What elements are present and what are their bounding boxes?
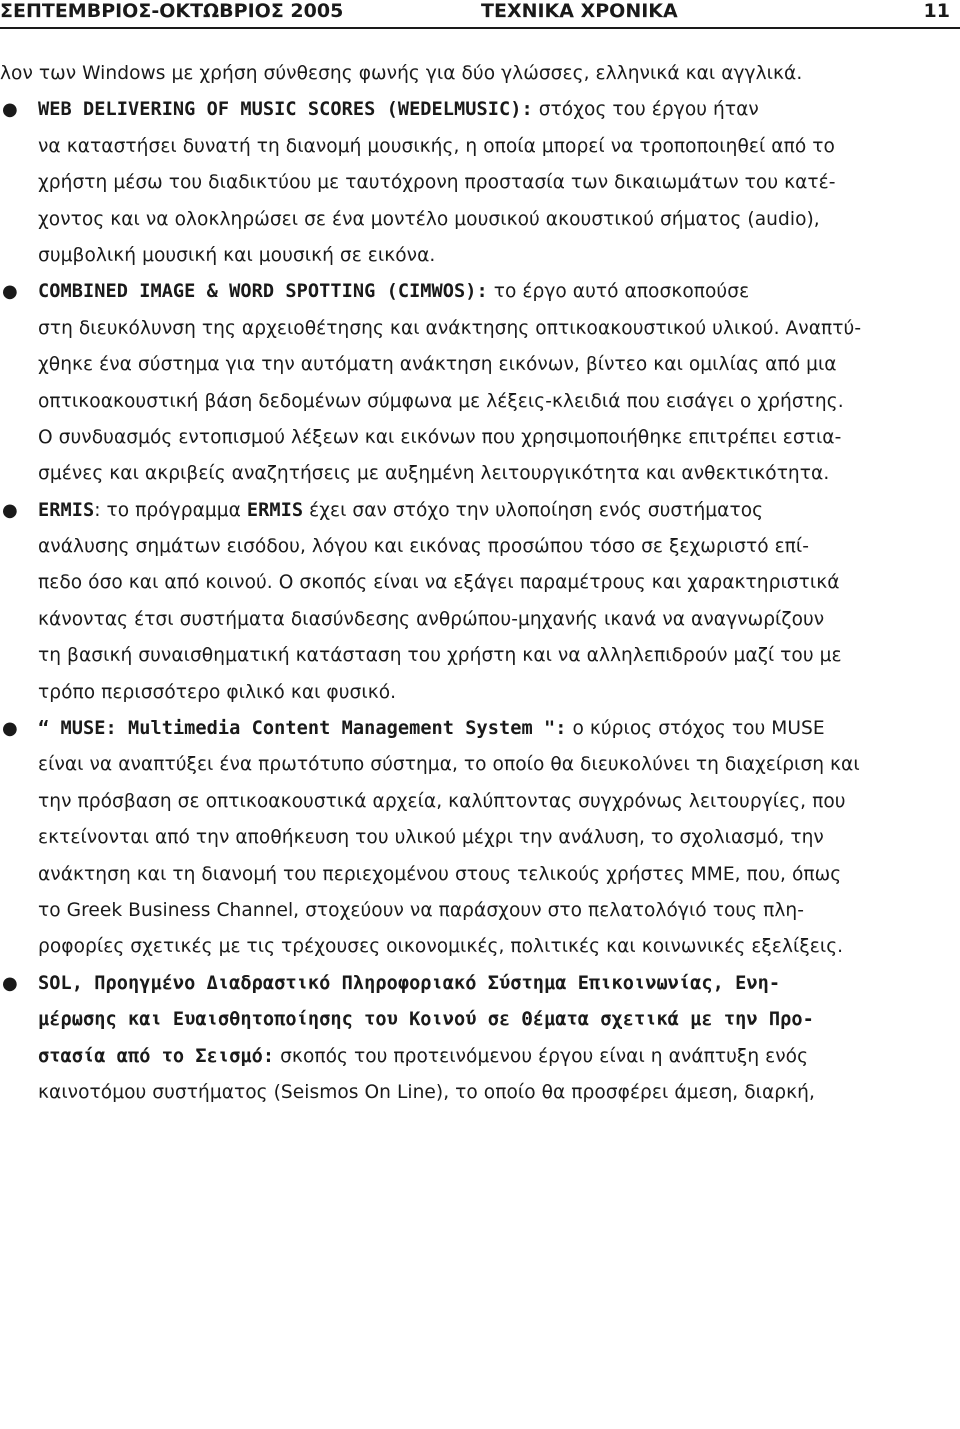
- list-item-line: χρήστη μέσω του διαδικτύου με ταυτόχρονη προστασία των δικαιωμάτων του κατέ-: [38, 172, 836, 194]
- list-item-line: [0, 92, 960, 128]
- list-item: [0, 966, 960, 1112]
- list-item-line: τρόπο περισσότερο φιλικό και φυσικό.: [38, 681, 397, 703]
- item-title: “ MUSE: Multimedia Content Management System ":: [38, 718, 567, 740]
- item-title-inline: ERMIS: [246, 499, 304, 521]
- list-item-line: [0, 966, 960, 1002]
- header-journal-title: ΤΕΧΝΙΚΑ ΧΡΟΝΙΚΑ: [481, 0, 678, 22]
- list-item-line: ανάκτηση και τη διανομή του περιεχομένου στους τελικούς χρήστες ΜΜΕ, που, όπως: [38, 863, 842, 885]
- list-item: [0, 274, 960, 492]
- list-item-line: κάνοντας έτσι συστήματα διασύνδεσης ανθρώπου-μηχανής ικανά να αναγνωρίζουν: [38, 608, 825, 630]
- item-text: στόχος του έργου ήταν: [532, 99, 759, 121]
- item-title: στασία από το Σεισμό:: [38, 1045, 275, 1067]
- list-item: [0, 92, 960, 274]
- item-title-text: MUSE: Multimedia Content Management System ":: [49, 718, 567, 740]
- header-date: ΣΕΠΤΕΜΒΡΙΟΣ-ΟΚΤΩΒΡΙΟΣ 2005: [0, 0, 344, 22]
- list-item-line: [0, 274, 960, 310]
- list-item-line: εκτείνονται από την αποθήκευση του υλικού μέχρι την ανάλυση, το σχολιασμό, την: [38, 827, 824, 849]
- item-title: COMBINED IMAGE & WORD SPOTTING (CIMWOS):: [38, 281, 488, 303]
- list-item-line: χθηκε ένα σύστημα για την αυτόματη ανάκτηση εικόνων, βίντεο και ομιλίας από μια: [38, 354, 837, 376]
- bullet-icon: ●: [2, 718, 18, 740]
- item-title: ERMIS: [38, 499, 95, 521]
- list-item-line: να καταστήσει δυνατή τη διανομή μουσικής, η οποία μπορεί να τροποποιηθεί από το: [38, 135, 835, 157]
- list-item-line: ροφορίες σχετικές με τις τρέχουσες οικονομικές, πολιτικές και κοινωνικές εξελίξεις.: [38, 936, 844, 958]
- item-text: σκοπός του προτεινόμενου έργου είναι η ανάπτυξη ενός: [274, 1045, 809, 1067]
- page-header: [0, 0, 960, 30]
- item-title: WEB DELIVERING OF MUSIC SCORES (WEDELMUSIC):: [38, 99, 533, 121]
- item-title: μέρωσης και Ευαισθητοποίησης του Κοινού σε Θέματα σχετικά με την Προ-: [38, 1009, 814, 1031]
- bullet-icon: ●: [2, 281, 18, 303]
- list-item-line: σμένες και ακριβείς αναζητήσεις με αυξημένη λειτουργικότητα και ανθεκτικότητα.: [38, 463, 830, 485]
- list-item: [0, 493, 960, 711]
- list-item: [0, 711, 960, 966]
- bullet-icon: ●: [2, 499, 18, 521]
- page-number: 11: [923, 0, 950, 22]
- list-item-line: [0, 711, 960, 747]
- list-item-line: είναι να αναπτύξει ένα πρωτότυπο σύστημα, το οποίο θα διευκολύνει τη διαχείριση και: [38, 754, 860, 776]
- article-body: [0, 56, 960, 1111]
- bullet-icon: ●: [2, 99, 18, 121]
- list-item-line: χοντος και να ολοκληρώσει σε ένα μοντέλο μουσικού ακουστικού σήματος (audio),: [38, 208, 820, 230]
- item-title: SOL, Προηγμένο Διαδραστικό Πληροφοριακό Σύστημα Επικοινωνίας, Ενη-: [38, 972, 781, 994]
- list-item-line: το Greek Business Channel, στοχεύουν να παράσχουν στο πελατολόγιό τους πλη-: [38, 899, 804, 921]
- item-text: το έργο αυτό αποσκοπούσε: [487, 281, 750, 303]
- list-item-line: [0, 493, 960, 529]
- list-item-line: στη διευκόλυνση της αρχειοθέτησης και ανάκτησης οπτικοακουστικού υλικού. Αναπτύ-: [38, 317, 862, 339]
- list-item-line: καινοτόμου συστήματος (Seismos On Line), το οποίο θα προσφέρει άμεση, διαρκή,: [38, 1081, 815, 1103]
- list-item-line: [0, 1039, 960, 1075]
- item-text: έχει σαν στόχο την υλοποίηση ενός συστήματος: [303, 499, 764, 521]
- list-item-line: ανάλυσης σημάτων εισόδου, λόγου και εικόνας προσώπου τόσο σε ξεχωριστό επί-: [38, 536, 810, 558]
- intro-line: λον των Windows με χρήση σύνθεσης φωνής για δύο γλώσσες, ελληνικά και αγγλικά.: [0, 63, 803, 84]
- bullet-icon: ●: [2, 972, 18, 994]
- list-item-line: πεδο όσο και από κοινού. Ο σκοπός είναι να εξάγει παραμέτρους και χαρακτηριστικά: [38, 572, 840, 594]
- header-rule: [0, 27, 960, 29]
- list-item-line: τη βασική συναισθηματική κατάσταση του χρήστη και να αλληλεπιδρούν μαζί του με: [38, 645, 842, 667]
- list-item-line: συμβολική μουσική και μουσική σε εικόνα.: [38, 244, 436, 266]
- item-text: ο κύριος στόχος του MUSE: [566, 718, 825, 740]
- list-item-line: την πρόσβαση σε οπτικοακουστικά αρχεία, καλύπτοντας συγχρόνως λειτουργίες, που: [38, 790, 846, 812]
- list-item-line: οπτικοακουστική βάση δεδομένων σύμφωνα με λέξεις-κλειδιά που εισάγει ο χρήστης.: [38, 390, 844, 412]
- list-item-line: Ο συνδυασμός εντοπισμού λέξεων και εικόνων που χρησιμοποιήθηκε επιτρέπει εστια-: [38, 426, 842, 448]
- list-item-line: [0, 1002, 960, 1038]
- item-text: : το πρόγραμμα: [94, 499, 247, 521]
